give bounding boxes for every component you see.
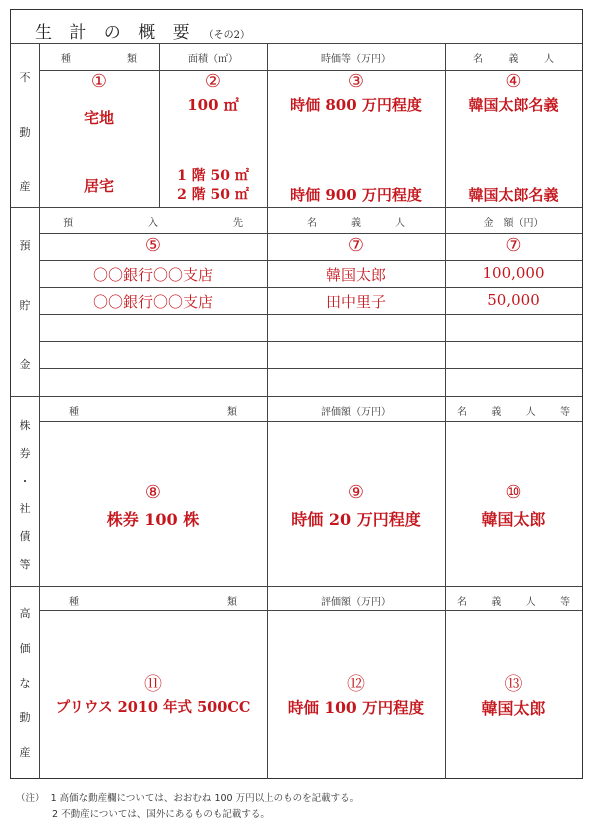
st-header-line [39, 421, 582, 422]
label-char: な [19, 676, 31, 690]
header-char: 種 [69, 597, 79, 608]
header-char: 名 [473, 54, 483, 65]
re-row2-area-1: 1 階 50 ㎡ [177, 168, 249, 184]
st-header-type [39, 403, 267, 418]
note-text-2: 2 不動産については、国外にあるものも記載する。 [52, 809, 270, 820]
marker-7a: ⑦ [347, 235, 365, 256]
header-char: 類 [227, 597, 237, 608]
header-char: 義 [508, 54, 519, 65]
header-char: 入 [148, 218, 158, 229]
marker-3: ③ [347, 71, 365, 92]
header-char: 人 [525, 597, 536, 608]
re-header-type [39, 50, 159, 65]
re-row1-area: 100 ㎡ [187, 96, 239, 114]
label-char: 産 [19, 746, 31, 759]
re-header-nominee [445, 50, 582, 65]
label-char: 株 [19, 419, 31, 432]
label-char: ・ [19, 474, 31, 488]
re-header-value: 時価等（万円） [321, 54, 391, 65]
label-char: 金 [19, 358, 31, 371]
sv-row2-depositee: 〇〇銀行〇〇支店 [92, 293, 213, 311]
re-row1-value: 時価 800 万円程度 [290, 96, 422, 114]
marker-9: ⑨ [347, 482, 365, 503]
label-char: 高 [19, 607, 31, 620]
re-col-line-2 [267, 43, 268, 207]
title-text: 生 計 の 概 要 [35, 23, 196, 43]
sv-row2-nominee: 田中里子 [325, 293, 386, 311]
label-char: 不 [19, 71, 31, 84]
header-char: 義 [491, 407, 502, 418]
header-char: 名 [457, 597, 467, 608]
sv-header-amount: 金 額（円） [483, 218, 544, 229]
header-char: 人 [544, 54, 554, 65]
header-char: 種 [61, 54, 71, 65]
st-value: 時価 20 万円程度 [291, 510, 421, 529]
form-frame [10, 9, 583, 779]
sv-header-nominee [267, 214, 445, 229]
divider-savings [11, 396, 582, 397]
st-nominee: 韓国太郎 [481, 510, 546, 529]
header-char: 等 [559, 407, 570, 418]
marker-11: ⑪ [144, 674, 162, 695]
marker-7b: ⑦ [505, 235, 522, 256]
header-char: 人 [525, 407, 536, 418]
st-type: 株券 100 株 [106, 510, 200, 529]
marker-4: ④ [505, 71, 522, 92]
header-char: 名 [307, 218, 317, 229]
note-label: （注） [16, 793, 45, 804]
header-char: 先 [233, 218, 243, 229]
header-char: 義 [351, 218, 361, 229]
sv-line-5 [39, 341, 582, 342]
label-char: 社 [19, 502, 31, 516]
marker-2: ② [204, 71, 222, 92]
header-char: 類 [127, 54, 137, 65]
marker-13: ⑬ [504, 674, 523, 695]
label-char: 価 [19, 641, 31, 655]
form-title [35, 18, 250, 43]
header-char: 義 [491, 597, 502, 608]
note-1 [16, 790, 359, 804]
re-header-area: 面積（㎡） [188, 54, 238, 65]
movables-label [11, 608, 39, 758]
re-row2-value: 時価 900 万円程度 [290, 186, 422, 204]
re-row1-type: 宅地 [83, 109, 114, 127]
re-row2-nominee: 韓国太郎名義 [468, 186, 559, 204]
label-char: 券 [19, 446, 31, 460]
mv-value: 時価 100 万円程度 [287, 698, 425, 717]
st-header-value: 評価額（万円） [321, 407, 391, 418]
note-2 [52, 806, 270, 820]
sv-row1-amount: 100,000 [482, 264, 545, 282]
divider-real-estate [11, 207, 582, 208]
label-char: 等 [19, 557, 31, 571]
sv-row1-depositee: 〇〇銀行〇〇支店 [92, 266, 213, 284]
label-char: 貯 [19, 298, 31, 312]
sv-line-1 [39, 233, 582, 234]
header-char: 人 [395, 218, 405, 229]
sv-row2-amount: 50,000 [487, 291, 540, 309]
sv-line-3 [39, 287, 582, 288]
real-estate-label [11, 72, 39, 192]
re-row2-type: 居宅 [83, 177, 114, 195]
header-char: 預 [63, 218, 73, 229]
header-char: 種 [69, 407, 79, 418]
savings-label [11, 240, 39, 370]
sv-row1-nominee: 韓国太郎 [325, 266, 386, 284]
re-col-line-3 [445, 43, 446, 207]
re-row1-nominee: 韓国太郎名義 [468, 96, 559, 114]
marker-10: ⑩ [505, 482, 522, 503]
sv-line-2 [39, 260, 582, 261]
mv-header-value: 評価額（万円） [321, 597, 391, 608]
mv-header-type [39, 593, 267, 608]
label-char: 預 [19, 239, 31, 252]
header-char: 名 [457, 407, 467, 418]
title-subtitle: （その2） [203, 30, 250, 41]
note-text-1: 1 高価な動産欄については、おおむね 100 万円以上のものを記載する。 [50, 793, 360, 804]
label-char: 債 [19, 530, 31, 544]
marker-1: ① [90, 71, 108, 92]
label-char: 動 [19, 711, 31, 725]
marker-5: ⑤ [144, 235, 162, 256]
header-char: 等 [559, 597, 570, 608]
label-char: 産 [19, 180, 31, 193]
divider-stocks [11, 586, 582, 587]
mv-header-nominee [445, 593, 582, 608]
mv-nominee: 韓国太郎 [481, 699, 546, 718]
sv-header-depositee [39, 214, 267, 229]
sv-line-6 [39, 368, 582, 369]
sv-line-4 [39, 314, 582, 315]
st-header-nominee [445, 403, 582, 418]
divider-title [11, 43, 582, 44]
mv-type: プリウス 2010 年式 500CC [55, 699, 251, 716]
mv-header-line [39, 610, 582, 611]
marker-12: ⑫ [347, 674, 365, 695]
stocks-label [11, 420, 39, 570]
marker-8: ⑧ [144, 482, 162, 503]
header-char: 類 [227, 407, 237, 418]
re-row2-area-2: 2 階 50 ㎡ [177, 187, 249, 203]
label-char: 動 [19, 125, 31, 139]
